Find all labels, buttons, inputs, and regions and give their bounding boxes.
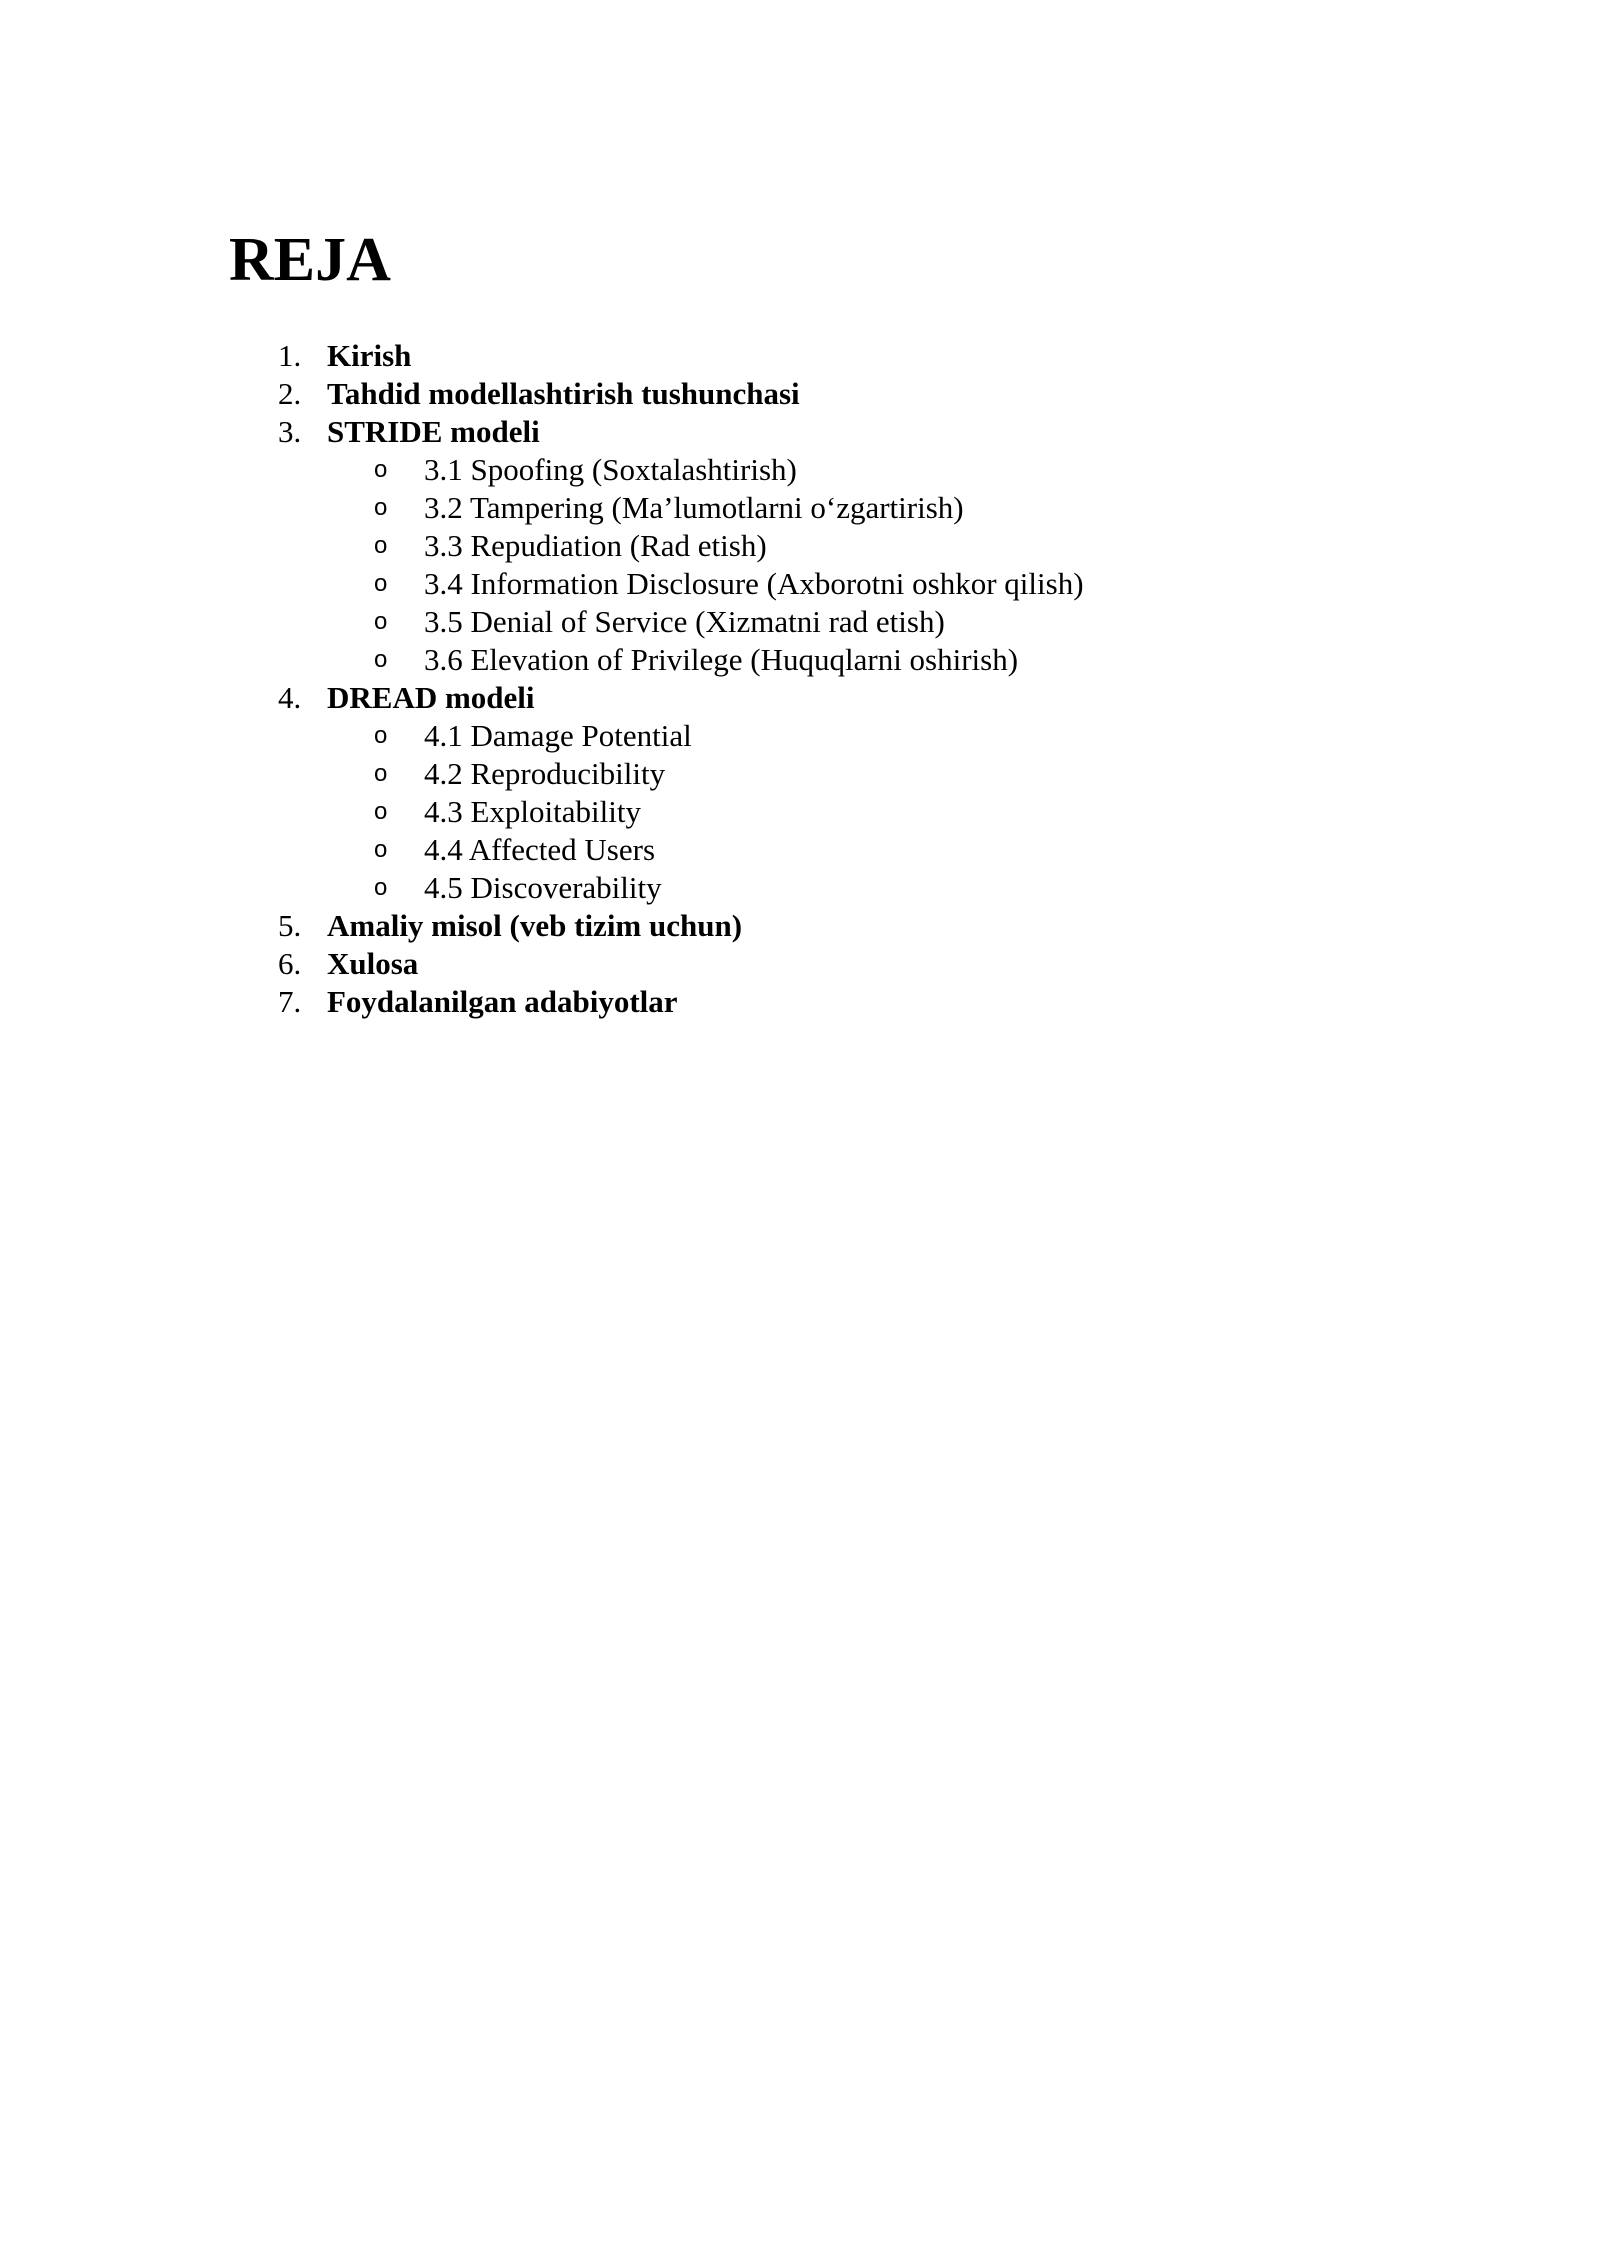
outline-item-label: Kirish [327,338,412,373]
outline-subitem [0,565,1600,603]
outline-item-label: Xulosa [327,946,419,981]
subitem-bullet: o [374,722,388,749]
outline-subitem-label: 4.5 Discoverability [424,870,662,905]
subitem-bullet: o [374,836,388,863]
outline-item-number: 3. [278,414,302,449]
outline-item-number: 2. [278,376,302,411]
outline-subitem-label: 3.2 Tampering (Ma’lumotlarni o‘zgartirish) [424,490,964,525]
outline-subitem-label: 3.3 Repudiation (Rad etish) [424,528,767,563]
outline-item [0,679,1600,717]
outline-item-number: 4. [278,680,302,715]
outline-item-label: Tahdid modellashtirish tushunchasi [327,376,800,411]
outline-item-label: STRIDE modeli [327,414,540,449]
subitem-bullet: o [374,494,388,521]
subitem-bullet: o [374,874,388,901]
outline-subitem [0,831,1600,869]
subitem-bullet: o [374,760,388,787]
outline-subitem-label: 4.2 Reproducibility [424,756,666,791]
outline-item-number: 5. [278,908,302,943]
outline-item [0,945,1600,983]
outline-subitem [0,603,1600,641]
outline-subitem-label: 4.4 Affected Users [424,832,656,867]
outline-item [0,413,1600,451]
outline-subitem-label: 3.1 Spoofing (Soxtalashtirish) [424,452,797,487]
outline-item-label: Amaliy misol (veb tizim uchun) [327,908,743,943]
outline-subitem [0,489,1600,527]
outline-item-number: 1. [278,338,302,373]
outline-subitem-label: 4.1 Damage Potential [424,718,692,753]
outline-subitem [0,793,1600,831]
outline-item-label: DREAD modeli [327,680,535,715]
outline-list [0,337,1600,1021]
outline-subitem [0,869,1600,907]
subitem-bullet: o [374,570,388,597]
outline-subitem-label: 3.5 Denial of Service (Xizmatni rad etish) [424,604,945,639]
outline-item [0,907,1600,945]
outline-item [0,337,1600,375]
outline-item-label: Foydalanilgan adabiyotlar [327,984,678,1019]
outline-subitem [0,527,1600,565]
page-title: REJA [229,226,391,294]
subitem-bullet: o [374,646,388,673]
outline-subitem [0,641,1600,679]
outline-subitem [0,717,1600,755]
outline-subitem-label: 3.4 Information Disclosure (Axborotni oshkor qilish) [424,566,1084,601]
outline-item [0,983,1600,1021]
outline-subitem-label: 4.3 Exploitability [424,794,641,829]
outline-item-number: 6. [278,946,302,981]
subitem-bullet: o [374,608,388,635]
outline-item [0,375,1600,413]
outline-subitem [0,755,1600,793]
subitem-bullet: o [374,456,388,483]
outline-item-number: 7. [278,984,302,1019]
outline-subitem [0,451,1600,489]
outline-subitem-label: 3.6 Elevation of Privilege (Huquqlarni oshirish) [424,642,1019,677]
subitem-bullet: o [374,532,388,559]
subitem-bullet: o [374,798,388,825]
